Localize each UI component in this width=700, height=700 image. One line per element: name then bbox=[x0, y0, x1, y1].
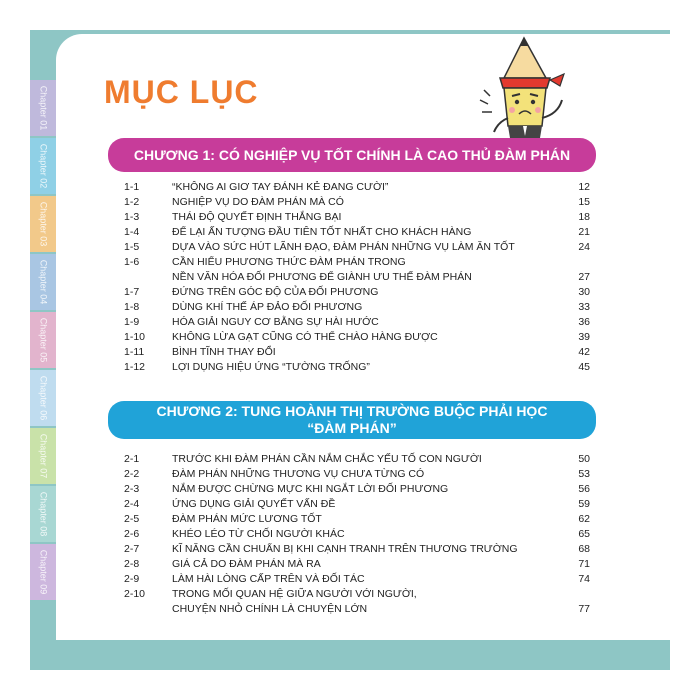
entry-title: “KHÔNG AI GIƠ TAY ĐÁNH KẺ ĐANG CƯỜI” bbox=[172, 181, 389, 193]
side-tab: Chapter 09 bbox=[30, 544, 56, 600]
entry-title: THÁI ĐỘ QUYẾT ĐỊNH THẮNG BẠI bbox=[172, 211, 342, 223]
toc-entry bbox=[124, 180, 590, 195]
toc-entry bbox=[124, 315, 590, 330]
toc-entry bbox=[124, 210, 590, 225]
entry-number: 1-2 bbox=[124, 196, 140, 208]
chapter-side-tabs bbox=[30, 80, 56, 640]
entry-number: 2-8 bbox=[124, 558, 140, 570]
entry-title: DÙNG KHÍ THẾ ÁP ĐẢO ĐỐI PHƯƠNG bbox=[172, 301, 363, 313]
entry-title: LỢI DỤNG HIỆU ỨNG “TƯỜNG TRỐNG” bbox=[172, 361, 370, 373]
chapter-2-title-line2: “ĐÀM PHÁN” bbox=[307, 420, 397, 436]
toc-entry bbox=[124, 512, 590, 527]
side-tab: Chapter 03 bbox=[30, 196, 56, 252]
toc-entry bbox=[124, 330, 590, 345]
entry-title: KHÉO LÉO TỪ CHỐI NGƯỜI KHÁC bbox=[172, 528, 345, 540]
toc-entry bbox=[124, 225, 590, 240]
entry-page: 36 bbox=[578, 316, 590, 328]
entry-page: 50 bbox=[578, 453, 590, 465]
side-tab: Chapter 02 bbox=[30, 138, 56, 194]
entry-number: 2-4 bbox=[124, 498, 140, 510]
entry-number: 1-10 bbox=[124, 331, 146, 343]
entry-title: DỰA VÀO SỨC HÚT LÃNH ĐẠO, ĐÀM PHÁN NHỮNG VỤ LÀM ĂN TỐT bbox=[172, 241, 515, 253]
entry-number: 1-11 bbox=[124, 346, 145, 358]
entry-number: 1-12 bbox=[124, 361, 146, 373]
entry-number: 1-1 bbox=[124, 181, 140, 193]
entry-title: ĐỂ LẠI ẤN TƯỢNG ĐẦU TIÊN TỐT NHẤT CHO KHÁCH HÀNG bbox=[172, 226, 472, 238]
entry-title: ĐÀM PHÁN MỨC LƯƠNG TỐT bbox=[172, 513, 322, 525]
entry-page: 12 bbox=[578, 181, 590, 193]
entry-page: 56 bbox=[578, 483, 590, 495]
toc-entry bbox=[124, 557, 590, 572]
entry-number: 1-5 bbox=[124, 241, 140, 253]
toc-entry bbox=[124, 345, 590, 360]
entry-title: BÌNH TĨNH THAY ĐỔI bbox=[172, 346, 276, 358]
entry-title-line2: NỀN VĂN HÓA ĐỐI PHƯƠNG ĐỂ GIÀNH ƯU THẾ ĐÀM PHÁN bbox=[172, 271, 472, 283]
entry-page: 45 bbox=[578, 361, 590, 373]
toc-entry bbox=[124, 482, 590, 497]
side-tab: Chapter 07 bbox=[30, 428, 56, 484]
entry-page: 71 bbox=[578, 558, 590, 570]
toc-entry bbox=[124, 255, 590, 285]
entry-number: 1-4 bbox=[124, 226, 140, 238]
entry-title: LÀM HÀI LÒNG CẤP TRÊN VÀ ĐỐI TÁC bbox=[172, 573, 365, 585]
side-tab: Chapter 06 bbox=[30, 370, 56, 426]
entry-title: ĐỨNG TRÊN GÓC ĐỘ CỦA ĐỐI PHƯƠNG bbox=[172, 286, 379, 298]
toc-entry bbox=[124, 467, 590, 482]
side-tab: Chapter 08 bbox=[30, 486, 56, 542]
entry-title-line2: CHUYỆN NHỎ CHÍNH LÀ CHUYỆN LỚN bbox=[172, 603, 368, 615]
entry-page: 42 bbox=[578, 346, 590, 358]
entry-number: 2-9 bbox=[124, 573, 140, 585]
chapter-2-header bbox=[108, 401, 596, 439]
entry-title: ĐÀM PHÁN NHỮNG THƯƠNG VỤ CHƯA TỪNG CÓ bbox=[172, 468, 425, 480]
entry-number: 1-3 bbox=[124, 211, 140, 223]
entry-title: GIÁ CẢ DO ĐÀM PHÁN MÀ RA bbox=[172, 558, 321, 570]
entry-title: KĨ NĂNG CẦN CHUẨN BỊ KHI CẠNH TRANH TRÊN THƯƠNG TRƯỜNG bbox=[172, 543, 518, 555]
entry-title: ỨNG DỤNG GIẢI QUYẾT VẤN ĐỀ bbox=[172, 498, 336, 510]
entry-page: 30 bbox=[578, 286, 590, 298]
toc-entry bbox=[124, 300, 590, 315]
entry-title: TRONG MỐI QUAN HỆ GIỮA NGƯỜI VỚI NGƯỜI, bbox=[172, 588, 417, 600]
entry-page: 18 bbox=[578, 211, 590, 223]
entry-page: 15 bbox=[578, 196, 590, 208]
entry-title: TRƯỚC KHI ĐÀM PHÁN CẦN NẮM CHẮC YẾU TỐ CON NGƯỜI bbox=[172, 453, 482, 465]
entry-number: 2-1 bbox=[124, 453, 140, 465]
toc-entry bbox=[124, 195, 590, 210]
side-tab: Chapter 04 bbox=[30, 254, 56, 310]
toc-entry bbox=[124, 527, 590, 542]
entry-title: CẦN HIỂU PHƯƠNG THỨC ĐÀM PHÁN TRONG bbox=[172, 256, 406, 268]
entry-page: 62 bbox=[578, 513, 590, 525]
toc-entry bbox=[124, 587, 590, 617]
side-tab: Chapter 01 bbox=[30, 80, 56, 136]
chapter-1-header bbox=[108, 138, 596, 172]
entry-number: 2-3 bbox=[124, 483, 140, 495]
entry-page: 24 bbox=[578, 241, 590, 253]
entry-number: 1-9 bbox=[124, 316, 140, 328]
chapter-2-title: CHƯƠNG 2: TUNG HOÀNH THỊ TRƯỜNG BUỘC PHẢI HỌC bbox=[156, 403, 548, 419]
entry-page: 21 bbox=[578, 226, 590, 238]
pencil-mascot-illustration bbox=[476, 34, 576, 144]
toc-entry bbox=[124, 360, 590, 375]
toc-entry bbox=[124, 285, 590, 300]
entry-page: 59 bbox=[578, 498, 590, 510]
entry-title: NGHIỆP VỤ DO ĐÀM PHÁN MÀ CÓ bbox=[172, 196, 344, 208]
entry-number: 2-5 bbox=[124, 513, 140, 525]
entry-number: 2-2 bbox=[124, 468, 140, 480]
entry-page: 68 bbox=[578, 543, 590, 555]
entry-page: 65 bbox=[578, 528, 590, 540]
entry-page: 27 bbox=[578, 271, 590, 283]
entry-title: KHÔNG LỪA GẠT CŨNG CÓ THỂ CHÀO HÀNG ĐƯỢC bbox=[172, 331, 438, 343]
toc-entry bbox=[124, 542, 590, 557]
entry-page: 53 bbox=[578, 468, 590, 480]
toc-entry bbox=[124, 497, 590, 512]
toc-entry bbox=[124, 572, 590, 587]
entry-number: 2-6 bbox=[124, 528, 140, 540]
entry-number: 1-6 bbox=[124, 256, 140, 268]
page-title: MỤC LỤC bbox=[104, 74, 259, 110]
entry-page: 74 bbox=[578, 573, 590, 585]
entry-page: 77 bbox=[578, 603, 590, 615]
chapter-1-title: CHƯƠNG 1: CÓ NGHIỆP VỤ TỐT CHÍNH LÀ CAO THỦ ĐÀM PHÁN bbox=[133, 146, 571, 163]
entry-number: 1-8 bbox=[124, 301, 140, 313]
entry-number: 2-7 bbox=[124, 543, 140, 555]
entry-title: NẮM ĐƯỢC CHỪNG MỰC KHI NGẮT LỜI ĐỐI PHƯƠNG bbox=[172, 483, 449, 495]
entry-number: 1-7 bbox=[124, 286, 140, 298]
side-tab: Chapter 05 bbox=[30, 312, 56, 368]
toc-entry bbox=[124, 452, 590, 467]
toc-entry bbox=[124, 240, 590, 255]
entry-page: 39 bbox=[578, 331, 590, 343]
entry-title: HÓA GIẢI NGUY CƠ BẰNG SỰ HÀI HƯỚC bbox=[172, 316, 379, 328]
entry-number: 2-10 bbox=[124, 588, 146, 600]
entry-page: 33 bbox=[578, 301, 590, 313]
